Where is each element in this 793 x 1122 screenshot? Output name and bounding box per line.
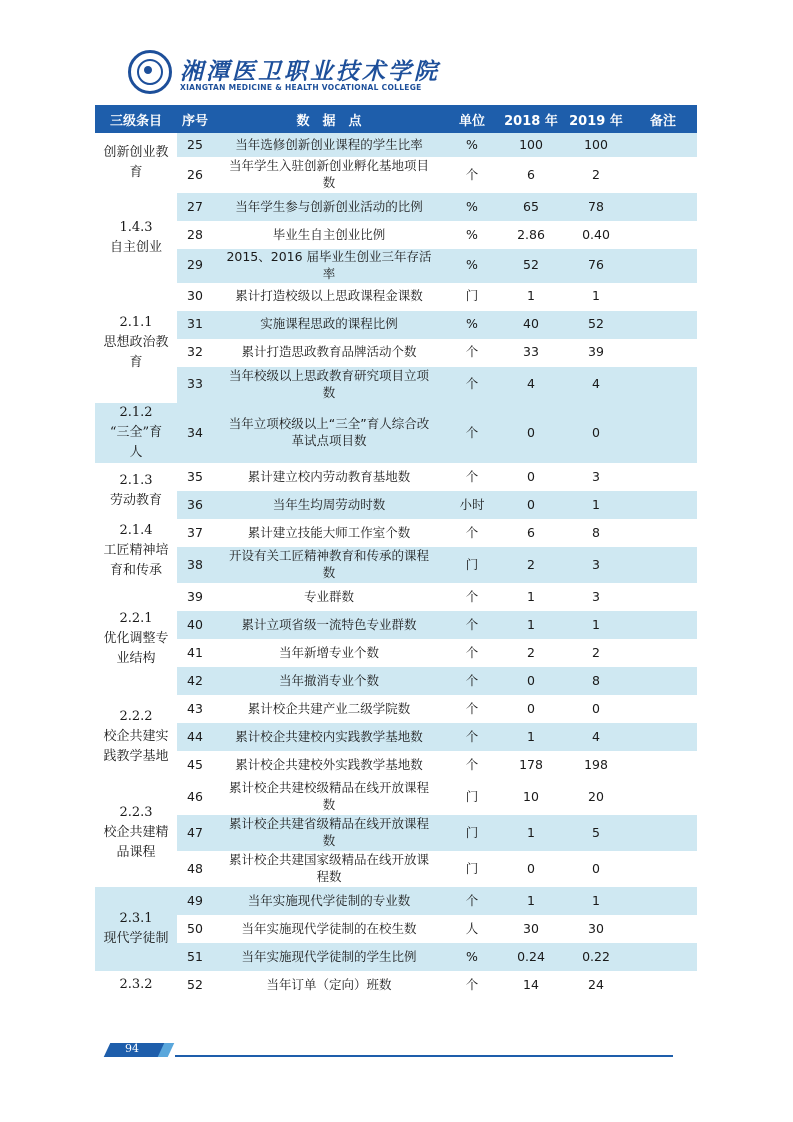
- page-number: 94: [125, 1042, 139, 1055]
- note-cell: [629, 667, 697, 695]
- note-cell: [629, 639, 697, 667]
- value-2019-cell: 30: [563, 915, 629, 943]
- value-2019-cell: 0: [563, 695, 629, 723]
- row-number-cell: 34: [177, 403, 213, 463]
- value-2019-cell: 1: [563, 491, 629, 519]
- row-number-cell: 52: [177, 971, 213, 999]
- row-number-cell: 33: [177, 367, 213, 403]
- unit-cell: %: [445, 193, 499, 221]
- value-2018-cell: 65: [499, 193, 563, 221]
- value-2018-cell: 0: [499, 463, 563, 491]
- row-number-cell: 44: [177, 723, 213, 751]
- table-row: [95, 943, 697, 971]
- col-header-2018: 2018 年: [499, 105, 563, 133]
- note-cell: [629, 157, 697, 193]
- table-row: [95, 193, 697, 221]
- category-cell: 2.1.3 劳动教育: [95, 463, 177, 519]
- table-row: [95, 403, 697, 463]
- value-2019-cell: 198: [563, 751, 629, 779]
- value-2019-cell: 0.40: [563, 221, 629, 249]
- value-2019-cell: 5: [563, 815, 629, 851]
- note-cell: [629, 221, 697, 249]
- value-2018-cell: 2: [499, 639, 563, 667]
- category-cell: 2.1.1 思想政治教 育: [95, 283, 177, 403]
- unit-cell: %: [445, 311, 499, 339]
- table-row: [95, 611, 697, 639]
- value-2019-cell: 39: [563, 339, 629, 367]
- value-2018-cell: 0.24: [499, 943, 563, 971]
- table-row: [95, 283, 697, 311]
- unit-cell: 个: [445, 157, 499, 193]
- value-2018-cell: 6: [499, 519, 563, 547]
- data-point-cell: 累计立项省级一流特色专业群数: [213, 611, 445, 639]
- value-2019-cell: 3: [563, 547, 629, 583]
- value-2018-cell: 14: [499, 971, 563, 999]
- value-2019-cell: 8: [563, 667, 629, 695]
- row-number-cell: 47: [177, 815, 213, 851]
- unit-cell: 小时: [445, 491, 499, 519]
- note-cell: [629, 695, 697, 723]
- value-2019-cell: 20: [563, 779, 629, 815]
- value-2018-cell: 0: [499, 667, 563, 695]
- data-point-cell: 累计建立技能大师工作室个数: [213, 519, 445, 547]
- unit-cell: 个: [445, 723, 499, 751]
- row-number-cell: 48: [177, 851, 213, 887]
- value-2018-cell: 2.86: [499, 221, 563, 249]
- note-cell: [629, 463, 697, 491]
- data-point-cell: 累计校企共建校级精品在线开放课程数: [213, 779, 445, 815]
- data-point-cell: 当年立项校级以上“三全”育人综合改革试点项目数: [213, 403, 445, 463]
- data-point-cell: 当年实施现代学徒制的在校生数: [213, 915, 445, 943]
- table-row: [95, 547, 697, 583]
- unit-cell: %: [445, 249, 499, 283]
- unit-cell: 门: [445, 547, 499, 583]
- data-point-cell: 当年实施现代学徒制的专业数: [213, 887, 445, 915]
- value-2018-cell: 0: [499, 491, 563, 519]
- col-header-data-point: 数 据 点: [213, 105, 445, 133]
- value-2018-cell: 1: [499, 723, 563, 751]
- table-row: [95, 723, 697, 751]
- category-cell: 2.2.2 校企共建实 践教学基地: [95, 695, 177, 779]
- value-2019-cell: 2: [563, 639, 629, 667]
- note-cell: [629, 887, 697, 915]
- unit-cell: 个: [445, 639, 499, 667]
- value-2018-cell: 0: [499, 851, 563, 887]
- unit-cell: %: [445, 943, 499, 971]
- row-number-cell: 25: [177, 133, 213, 157]
- data-point-cell: 当年学生入驻创新创业孵化基地项目数: [213, 157, 445, 193]
- col-header-2019: 2019 年: [563, 105, 629, 133]
- row-number-cell: 38: [177, 547, 213, 583]
- data-point-cell: 累计校企共建产业二级学院数: [213, 695, 445, 723]
- row-number-cell: 43: [177, 695, 213, 723]
- data-point-cell: 专业群数: [213, 583, 445, 611]
- row-number-cell: 27: [177, 193, 213, 221]
- note-cell: [629, 723, 697, 751]
- category-cell: 创新创业教 育: [95, 133, 177, 193]
- table-row: [95, 519, 697, 547]
- unit-cell: 门: [445, 815, 499, 851]
- data-point-cell: 累计建立校内劳动教育基地数: [213, 463, 445, 491]
- row-number-cell: 29: [177, 249, 213, 283]
- note-cell: [629, 311, 697, 339]
- value-2019-cell: 0.22: [563, 943, 629, 971]
- note-cell: [629, 339, 697, 367]
- category-cell: 2.2.3 校企共建精 品课程: [95, 779, 177, 887]
- row-number-cell: 35: [177, 463, 213, 491]
- table-row: [95, 249, 697, 283]
- table-row: [95, 667, 697, 695]
- value-2019-cell: 3: [563, 583, 629, 611]
- col-header-category: 三级条目: [95, 105, 177, 133]
- value-2018-cell: 52: [499, 249, 563, 283]
- note-cell: [629, 815, 697, 851]
- col-header-note: 备注: [629, 105, 697, 133]
- row-number-cell: 36: [177, 491, 213, 519]
- value-2018-cell: 1: [499, 611, 563, 639]
- row-number-cell: 28: [177, 221, 213, 249]
- value-2019-cell: 0: [563, 851, 629, 887]
- value-2019-cell: 1: [563, 887, 629, 915]
- col-header-unit: 单位: [445, 105, 499, 133]
- value-2019-cell: 3: [563, 463, 629, 491]
- value-2019-cell: 78: [563, 193, 629, 221]
- table-row: [95, 339, 697, 367]
- row-number-cell: 46: [177, 779, 213, 815]
- value-2019-cell: 4: [563, 367, 629, 403]
- data-point-cell: 累计校企共建省级精品在线开放课程数: [213, 815, 445, 851]
- table-row: [95, 751, 697, 779]
- category-cell: 2.3.1 现代学徒制: [95, 887, 177, 971]
- row-number-cell: 40: [177, 611, 213, 639]
- unit-cell: 个: [445, 751, 499, 779]
- unit-cell: 个: [445, 519, 499, 547]
- row-number-cell: 26: [177, 157, 213, 193]
- category-cell: 2.2.1 优化调整专 业结构: [95, 583, 177, 695]
- value-2018-cell: 33: [499, 339, 563, 367]
- category-cell: 2.1.2 “三全”育 人: [95, 403, 177, 463]
- table-row: [95, 221, 697, 249]
- note-cell: [629, 583, 697, 611]
- note-cell: [629, 547, 697, 583]
- data-point-cell: 当年学生参与创新创业活动的比例: [213, 193, 445, 221]
- value-2019-cell: 1: [563, 611, 629, 639]
- unit-cell: 个: [445, 667, 499, 695]
- data-point-cell: 累计打造校级以上思政课程金课数: [213, 283, 445, 311]
- value-2019-cell: 8: [563, 519, 629, 547]
- table-row: [95, 583, 697, 611]
- note-cell: [629, 133, 697, 157]
- value-2018-cell: 4: [499, 367, 563, 403]
- unit-cell: 门: [445, 283, 499, 311]
- row-number-cell: 32: [177, 339, 213, 367]
- unit-cell: 个: [445, 971, 499, 999]
- school-logo: [128, 50, 172, 94]
- value-2019-cell: 1: [563, 283, 629, 311]
- unit-cell: %: [445, 133, 499, 157]
- value-2019-cell: 0: [563, 403, 629, 463]
- data-point-cell: 累计校企共建国家级精品在线开放课程数: [213, 851, 445, 887]
- unit-cell: 个: [445, 403, 499, 463]
- value-2019-cell: 76: [563, 249, 629, 283]
- logo-center-mark: [144, 66, 152, 74]
- value-2018-cell: 0: [499, 695, 563, 723]
- note-cell: [629, 779, 697, 815]
- row-number-cell: 41: [177, 639, 213, 667]
- row-number-cell: 49: [177, 887, 213, 915]
- table-row: [95, 851, 697, 887]
- value-2018-cell: 1: [499, 815, 563, 851]
- table-row: [95, 815, 697, 851]
- note-cell: [629, 283, 697, 311]
- value-2019-cell: 2: [563, 157, 629, 193]
- table-body: [95, 133, 697, 999]
- unit-cell: %: [445, 221, 499, 249]
- note-cell: [629, 611, 697, 639]
- row-number-cell: 37: [177, 519, 213, 547]
- unit-cell: 个: [445, 695, 499, 723]
- data-point-cell: 当年撤消专业个数: [213, 667, 445, 695]
- value-2018-cell: 1: [499, 583, 563, 611]
- row-number-cell: 39: [177, 583, 213, 611]
- note-cell: [629, 403, 697, 463]
- data-point-cell: 累计校企共建校内实践教学基地数: [213, 723, 445, 751]
- data-point-cell: 当年生均周劳动时数: [213, 491, 445, 519]
- value-2018-cell: 6: [499, 157, 563, 193]
- col-header-number: 序号: [177, 105, 213, 133]
- table-row: [95, 971, 697, 999]
- data-point-cell: 累计打造思政教育品牌活动个数: [213, 339, 445, 367]
- value-2018-cell: 30: [499, 915, 563, 943]
- page-footer: [95, 1043, 673, 1057]
- table-row: [95, 915, 697, 943]
- data-point-cell: 当年新增专业个数: [213, 639, 445, 667]
- row-number-cell: 45: [177, 751, 213, 779]
- value-2018-cell: 2: [499, 547, 563, 583]
- value-2018-cell: 0: [499, 403, 563, 463]
- school-name-en: XIANGTAN MEDICINE & HEALTH VOCATIONAL COLLEGE: [180, 83, 422, 92]
- row-number-cell: 51: [177, 943, 213, 971]
- note-cell: [629, 971, 697, 999]
- table-row: [95, 463, 697, 491]
- note-cell: [629, 751, 697, 779]
- value-2018-cell: 178: [499, 751, 563, 779]
- category-cell: 2.3.2: [95, 971, 177, 999]
- table-row: [95, 887, 697, 915]
- note-cell: [629, 943, 697, 971]
- unit-cell: 个: [445, 583, 499, 611]
- table-row: [95, 311, 697, 339]
- table-row: [95, 367, 697, 403]
- table-header-row: [95, 105, 697, 133]
- unit-cell: 个: [445, 339, 499, 367]
- value-2018-cell: 1: [499, 283, 563, 311]
- category-cell: 2.1.4 工匠精神培 育和传承: [95, 519, 177, 583]
- note-cell: [629, 915, 697, 943]
- note-cell: [629, 367, 697, 403]
- data-point-cell: 实施课程思政的课程比例: [213, 311, 445, 339]
- footer-rule: [175, 1055, 673, 1057]
- unit-cell: 门: [445, 851, 499, 887]
- row-number-cell: 31: [177, 311, 213, 339]
- data-point-cell: 当年选修创新创业课程的学生比率: [213, 133, 445, 157]
- school-name-cn: 湘潭医卫职业技术学院: [180, 58, 440, 85]
- unit-cell: 人: [445, 915, 499, 943]
- data-table: [95, 105, 697, 999]
- table-row: [95, 491, 697, 519]
- table-row: [95, 639, 697, 667]
- value-2019-cell: 4: [563, 723, 629, 751]
- table-row: [95, 133, 697, 157]
- value-2018-cell: 10: [499, 779, 563, 815]
- note-cell: [629, 193, 697, 221]
- unit-cell: 门: [445, 779, 499, 815]
- unit-cell: 个: [445, 611, 499, 639]
- value-2018-cell: 40: [499, 311, 563, 339]
- note-cell: [629, 851, 697, 887]
- note-cell: [629, 519, 697, 547]
- value-2019-cell: 24: [563, 971, 629, 999]
- data-point-cell: 2015、2016 届毕业生创业三年存活率: [213, 249, 445, 283]
- data-point-cell: 开设有关工匠精神教育和传承的课程数: [213, 547, 445, 583]
- data-point-cell: 累计校企共建校外实践教学基地数: [213, 751, 445, 779]
- value-2018-cell: 100: [499, 133, 563, 157]
- row-number-cell: 50: [177, 915, 213, 943]
- row-number-cell: 30: [177, 283, 213, 311]
- value-2018-cell: 1: [499, 887, 563, 915]
- data-point-cell: 毕业生自主创业比例: [213, 221, 445, 249]
- row-number-cell: 42: [177, 667, 213, 695]
- unit-cell: 个: [445, 367, 499, 403]
- table-row: [95, 695, 697, 723]
- data-point-cell: 当年校级以上思政教育研究项目立项数: [213, 367, 445, 403]
- note-cell: [629, 249, 697, 283]
- category-cell: 1.4.3 自主创业: [95, 193, 177, 283]
- table-row: [95, 779, 697, 815]
- data-point-cell: 当年订单（定向）班数: [213, 971, 445, 999]
- table-row: [95, 157, 697, 193]
- note-cell: [629, 491, 697, 519]
- value-2019-cell: 100: [563, 133, 629, 157]
- value-2019-cell: 52: [563, 311, 629, 339]
- unit-cell: 个: [445, 463, 499, 491]
- unit-cell: 个: [445, 887, 499, 915]
- data-point-cell: 当年实施现代学徒制的学生比例: [213, 943, 445, 971]
